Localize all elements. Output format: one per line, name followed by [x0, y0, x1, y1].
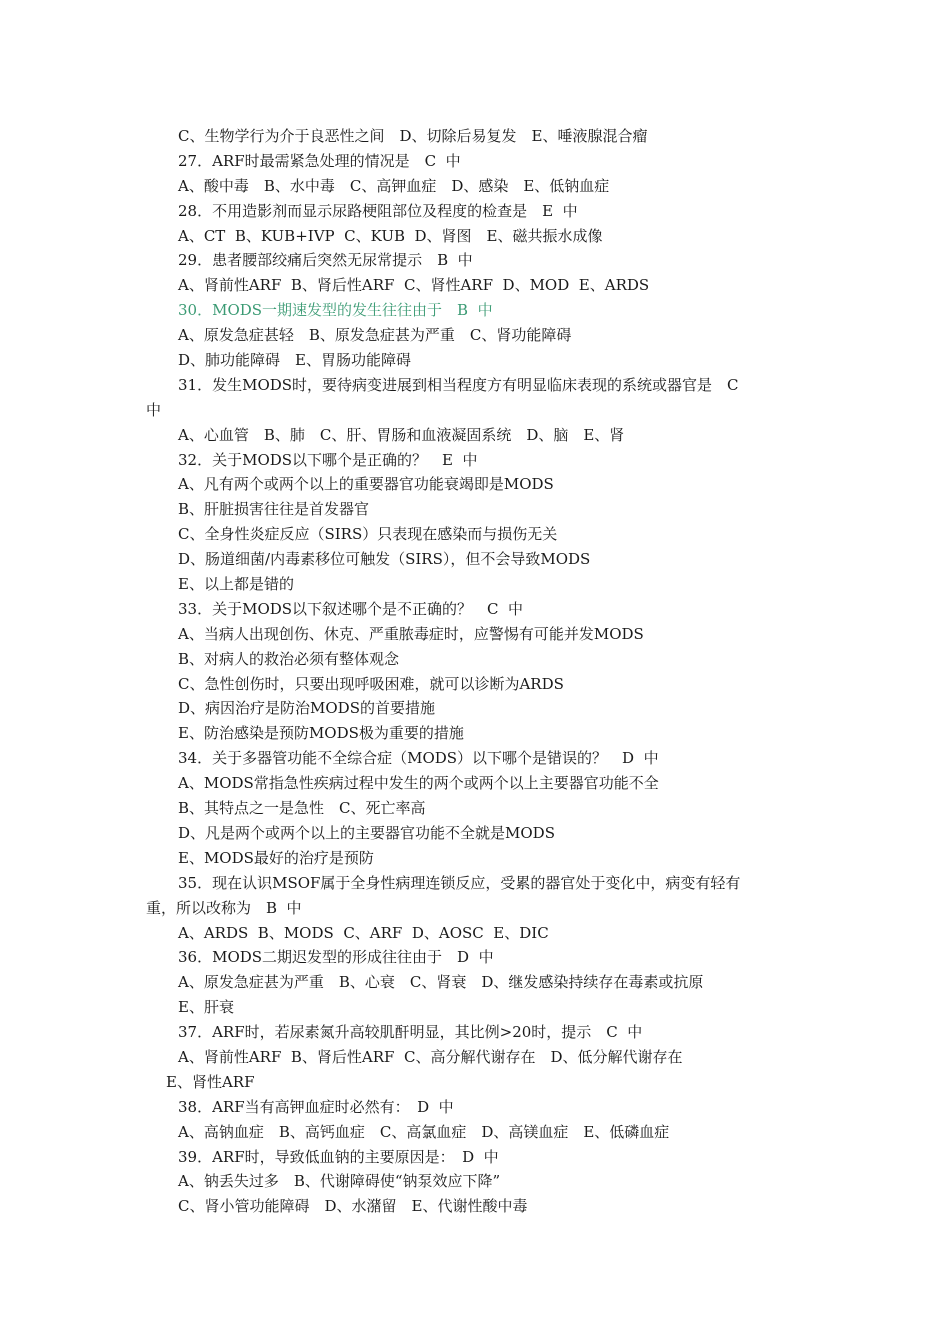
text-line: 36．MODS二期迟发型的形成往往由于 D 中: [178, 948, 494, 967]
text-line: A、凡有两个或两个以上的重要器官功能衰竭即是MODS: [178, 475, 554, 494]
text-line: C、生物学行为介于良恶性之间 D、切除后易复发 E、唾液腺混合瘤: [178, 127, 648, 145]
text-line: 39．ARF时，导致低血钠的主要原因是： D 中: [178, 1147, 499, 1166]
text-line: A、当病人出现创伤、休克、严重脓毒症时，应警惕有可能并发MODS: [178, 624, 644, 643]
text-line: 31．发生MODS时，要待病变进展到相当程度方有明显临床表现的系统或器官是 C: [178, 375, 739, 394]
text-line: B、肝脏损害往往是首发器官: [178, 500, 370, 519]
text-line: E、肝衰: [178, 998, 234, 1017]
text-line: C、肾小管功能障碍 D、水潴留 E、代谢性酸中毒: [178, 1197, 528, 1216]
text-line: 27．ARF时最需紧急处理的情况是 C 中: [178, 151, 461, 170]
text-line: 37．ARF时，若尿素氮升高较肌酐明显，其比例>20时，提示 C 中: [178, 1023, 643, 1042]
text-line: 33．关于MODS以下叙述哪个是不正确的？ C 中: [178, 599, 524, 618]
text-line: 29．患者腰部绞痛后突然无尿常提示 B 中: [178, 251, 473, 270]
text-line: A、心血管 B、肺 C、肝、胃肠和血液凝固系统 D、脑 E、肾: [178, 425, 625, 444]
text-line: E、防治感染是预防MODS极为重要的措施: [178, 724, 464, 743]
text-line: E、MODS最好的治疗是预防: [178, 848, 374, 867]
text-line: A、MODS常指急性疾病过程中发生的两个或两个以上主要器官功能不全: [178, 774, 659, 793]
text-line: D、肠道细菌/内毒素移位可触发（SIRS），但不会导致MODS: [178, 550, 591, 569]
text-line: A、CT B、KUB+IVP C、KUB D、肾图 E、磁共振水成像: [178, 226, 603, 245]
text-line: D、肺功能障碍 E、胃肠功能障碍: [178, 351, 411, 370]
text-line: D、病因治疗是防治MODS的首要措施: [178, 699, 435, 718]
text-line: 28．不用造影剂而显示尿路梗阻部位及程度的检查是 E 中: [178, 201, 578, 220]
text-line: A、酸中毒 B、水中毒 C、高钾血症 D、感染 E、低钠血症: [178, 176, 610, 195]
text-line: A、原发急症甚为严重 B、心衰 C、肾衰 D、继发感染持续存在毒素或抗原: [178, 973, 704, 992]
text-line: A、原发急症甚轻 B、原发急症甚为严重 C、肾功能障碍: [178, 326, 572, 345]
question-list: [146, 124, 816, 1219]
text-line: A、钠丢失过多 B、代谢障碍使“钠泵效应下降”: [178, 1172, 501, 1191]
text-line: 重，所以改称为 B 中: [146, 898, 302, 917]
text-line: C、全身性炎症反应（SIRS）只表现在感染而与损伤无关: [178, 525, 558, 544]
text-line: 35．现在认识MSOF属于全身性病理连锁反应，受累的器官处于变化中，病变有轻有: [178, 873, 741, 892]
text-line: C、急性创伤时，只要出现呼吸困难，就可以诊断为ARDS: [178, 674, 564, 693]
text-line: D、凡是两个或两个以上的主要器官功能不全就是MODS: [178, 823, 555, 842]
text-line: A、高钠血症 B、高钙血症 C、高氯血症 D、高镁血症 E、低磷血症: [178, 1122, 670, 1141]
text-line: 中: [146, 400, 162, 419]
text-line: A、肾前性ARF B、肾后性ARF C、高分解代谢存在 D、低分解代谢存在: [178, 1047, 683, 1066]
text-line: B、对病人的救治必须有整体观念: [178, 649, 400, 668]
text-line: B、其特点之一是急性 C、死亡率高: [178, 799, 426, 818]
text-line: 32．关于MODS以下哪个是正确的？ E 中: [178, 450, 478, 469]
text-line: 34．关于多器管功能不全综合症（MODS）以下哪个是错误的？ D 中: [178, 749, 659, 768]
text-line: E、以上都是错的: [178, 575, 294, 594]
text-line: A、肾前性ARF B、肾后性ARF C、肾性ARF D、MOD E、ARDS: [178, 276, 650, 295]
text-line: E、肾性ARF: [166, 1072, 255, 1091]
highlighted-question-line: 30．MODS一期速发型的发生往往由于 B 中: [178, 301, 493, 320]
text-line: A、ARDS B、MODS C、ARF D、AOSC E、DIC: [178, 923, 549, 942]
text-line: 38．ARF当有高钾血症时必然有： D 中: [178, 1097, 454, 1116]
